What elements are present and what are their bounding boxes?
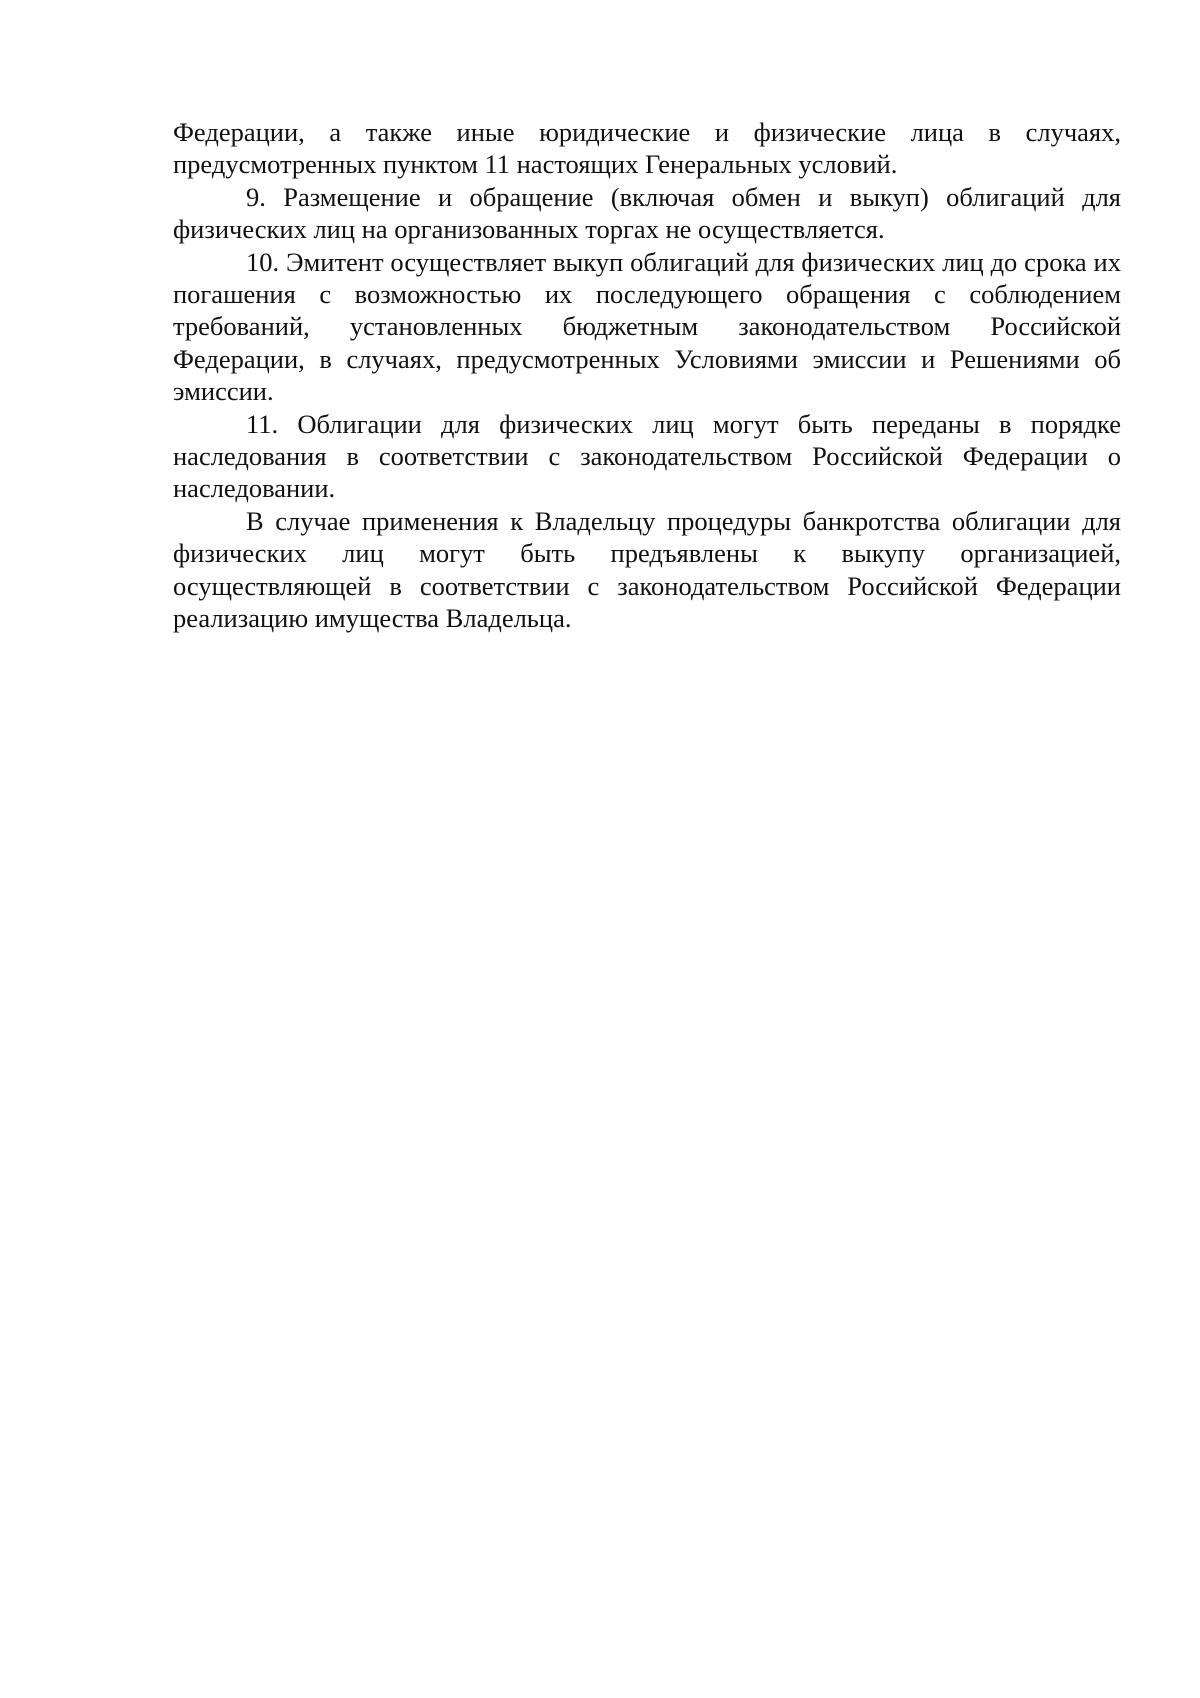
paragraph-continuation: Федерации, а также иные юридические и физические лица в случаях, предусмотренных пунктом 11 настоящих Генеральных условий. <box>173 117 1121 180</box>
paragraph-item-10: 10. Эмитент осуществляет выкуп облигаций для физических лиц до срока их погашения с возможностью их последующего обращения с соблюдением требований, установленных бюджетным законодательством Российской Федерации, в случаях, предусмотренных Условиями эмиссии и Решениями об эмиссии. <box>173 246 1121 407</box>
paragraph-item-9: 9. Размещение и обращение (включая обмен и выкуп) облигаций для физических лиц на организованных торгах не осуществляется. <box>173 181 1121 245</box>
paragraph-item-11-bankruptcy: В случае применения к Владельцу процедуры банкротства облигации для физических лиц могут быть предъявлены к выкупу организацией, осуществляющей в соответствии с законодательством Российской Федерации реализацию имущества Владельца. <box>173 505 1121 634</box>
document-body <box>173 116 1121 635</box>
paragraph-item-11: 11. Облигации для физических лиц могут быть переданы в порядке наследования в соответствии с законодательством Российской Федерации о наследовании. <box>173 408 1121 504</box>
